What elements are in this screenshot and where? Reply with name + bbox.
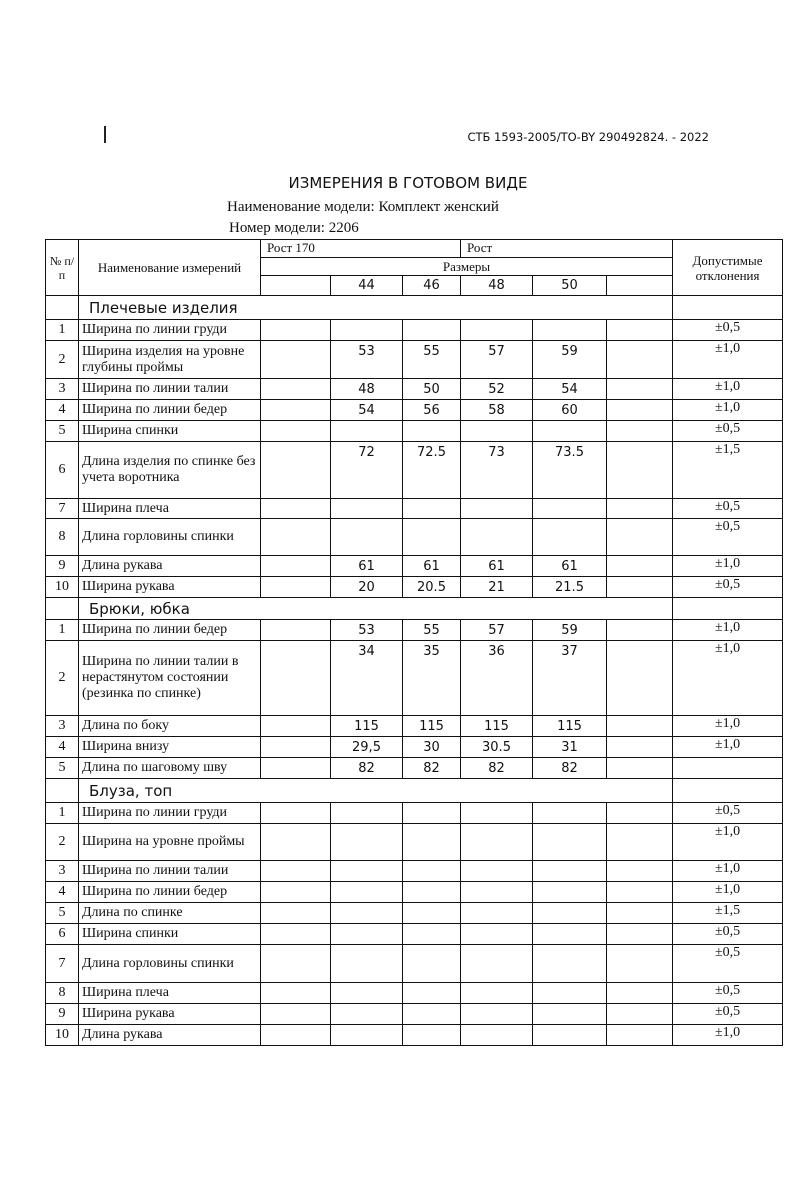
row-empty-cell [261, 499, 331, 519]
row-empty-cell [607, 320, 673, 341]
row-tolerance: ±0,5 [673, 577, 783, 598]
row-value [331, 824, 403, 861]
header-size-empty [607, 276, 673, 296]
row-measurement-name: Ширина плеча [79, 499, 261, 519]
row-empty-cell [607, 803, 673, 824]
measurements-table [45, 239, 783, 1046]
row-value [331, 519, 403, 556]
section-row [46, 598, 783, 620]
row-value [403, 803, 461, 824]
section-empty [46, 598, 79, 620]
row-tolerance: ±1,0 [673, 341, 783, 379]
row-value [403, 1025, 461, 1046]
row-value [403, 903, 461, 924]
row-empty-cell [607, 400, 673, 421]
row-value: 82 [461, 758, 533, 779]
row-empty-cell [607, 882, 673, 903]
text-cursor-mark [104, 126, 106, 143]
row-tolerance: ±0,5 [673, 499, 783, 519]
row-value: 21.5 [533, 577, 607, 598]
row-number: 5 [46, 758, 79, 779]
row-empty-cell [261, 641, 331, 716]
row-empty-cell [607, 577, 673, 598]
row-value [403, 519, 461, 556]
row-number: 8 [46, 983, 79, 1004]
row-value [533, 421, 607, 442]
row-tolerance [673, 758, 783, 779]
row-measurement-name: Ширина по линии бедер [79, 620, 261, 641]
row-empty-cell [607, 556, 673, 577]
row-value: 115 [331, 716, 403, 737]
row-empty-cell [261, 861, 331, 882]
row-value [331, 924, 403, 945]
row-empty-cell [607, 421, 673, 442]
row-value [461, 421, 533, 442]
row-value [461, 1004, 533, 1025]
header-sizes: Размеры [261, 258, 673, 276]
row-empty-cell [261, 320, 331, 341]
row-value [403, 945, 461, 983]
row-value: 72.5 [403, 442, 461, 499]
row-tolerance: ±0,5 [673, 945, 783, 983]
row-tolerance: ±0,5 [673, 519, 783, 556]
row-measurement-name: Ширина по линии бедер [79, 400, 261, 421]
row-value [403, 824, 461, 861]
row-tolerance: ±0,5 [673, 983, 783, 1004]
row-value: 72 [331, 442, 403, 499]
row-tolerance: ±0,5 [673, 421, 783, 442]
row-tolerance: ±0,5 [673, 924, 783, 945]
header-rost-2: Рост [461, 240, 673, 258]
row-empty-cell [607, 519, 673, 556]
row-tolerance: ±1,0 [673, 620, 783, 641]
row-value: 82 [533, 758, 607, 779]
row-value [533, 924, 607, 945]
row-value [461, 320, 533, 341]
row-value: 61 [533, 556, 607, 577]
row-number: 2 [46, 341, 79, 379]
row-value [461, 824, 533, 861]
header-size: 46 [403, 276, 461, 296]
table-row [46, 824, 783, 861]
row-value [403, 882, 461, 903]
row-value [533, 882, 607, 903]
row-value: 55 [403, 620, 461, 641]
row-value [331, 320, 403, 341]
row-value [533, 1004, 607, 1025]
row-number: 4 [46, 400, 79, 421]
row-value: 48 [331, 379, 403, 400]
table-row [46, 737, 783, 758]
row-value: 52 [461, 379, 533, 400]
row-empty-cell [607, 903, 673, 924]
row-empty-cell [261, 945, 331, 983]
row-empty-cell [607, 824, 673, 861]
row-value [403, 924, 461, 945]
row-value [533, 945, 607, 983]
row-value: 61 [461, 556, 533, 577]
row-value: 58 [461, 400, 533, 421]
row-measurement-name: Ширина по линии талии [79, 379, 261, 400]
table-row [46, 882, 783, 903]
row-empty-cell [261, 341, 331, 379]
row-tolerance: ±0,5 [673, 320, 783, 341]
row-value: 21 [461, 577, 533, 598]
row-value [331, 861, 403, 882]
row-measurement-name: Ширина по линии груди [79, 320, 261, 341]
model-name: Наименование модели: Комплект женский [227, 199, 499, 215]
row-empty-cell [607, 716, 673, 737]
row-value [461, 903, 533, 924]
row-number: 2 [46, 641, 79, 716]
row-empty-cell [607, 379, 673, 400]
table-row [46, 758, 783, 779]
row-value [331, 1004, 403, 1025]
row-value: 53 [331, 341, 403, 379]
row-number: 7 [46, 499, 79, 519]
row-number: 10 [46, 577, 79, 598]
row-empty-cell [607, 499, 673, 519]
row-measurement-name: Ширина изделия на уровне глубины проймы [79, 341, 261, 379]
row-value: 115 [403, 716, 461, 737]
row-value [403, 1004, 461, 1025]
row-value [461, 861, 533, 882]
row-tolerance: ±1,5 [673, 903, 783, 924]
row-empty-cell [607, 620, 673, 641]
row-value [331, 421, 403, 442]
row-value: 115 [461, 716, 533, 737]
row-measurement-name: Длина горловины спинки [79, 519, 261, 556]
row-empty-cell [261, 1004, 331, 1025]
row-empty-cell [261, 442, 331, 499]
row-value: 30.5 [461, 737, 533, 758]
row-measurement-name: Длина по шаговому шву [79, 758, 261, 779]
row-tolerance: ±1,0 [673, 556, 783, 577]
model-number: Номер модели: 2206 [229, 220, 359, 236]
row-measurement-name: Длина рукава [79, 556, 261, 577]
row-number: 10 [46, 1025, 79, 1046]
row-measurement-name: Ширина спинки [79, 924, 261, 945]
row-value: 54 [331, 400, 403, 421]
row-number: 9 [46, 1004, 79, 1025]
header-size-empty [261, 276, 331, 296]
row-value: 60 [533, 400, 607, 421]
row-tolerance: ±1,0 [673, 716, 783, 737]
header-rost-170: Рост 170 [261, 240, 461, 258]
table-row [46, 861, 783, 882]
row-tolerance: ±1,0 [673, 824, 783, 861]
row-number: 1 [46, 620, 79, 641]
row-value [533, 1025, 607, 1046]
table-row [46, 341, 783, 379]
table-row [46, 379, 783, 400]
row-number: 3 [46, 861, 79, 882]
row-value [331, 882, 403, 903]
row-value: 31 [533, 737, 607, 758]
table-row [46, 803, 783, 824]
row-measurement-name: Ширина по линии бедер [79, 882, 261, 903]
row-measurement-name: Ширина на уровне проймы [79, 824, 261, 861]
row-value: 61 [403, 556, 461, 577]
header-size: 50 [533, 276, 607, 296]
row-measurement-name: Длина по спинке [79, 903, 261, 924]
row-number: 3 [46, 379, 79, 400]
row-number: 1 [46, 803, 79, 824]
row-value [331, 803, 403, 824]
row-value: 30 [403, 737, 461, 758]
row-value: 54 [533, 379, 607, 400]
header-col-tolerance: Допустимые отклонения [673, 240, 783, 296]
table-row [46, 716, 783, 737]
header-col-number: № п/ п [46, 240, 79, 296]
row-value [533, 499, 607, 519]
row-tolerance: ±1,0 [673, 1025, 783, 1046]
row-tolerance: ±1,0 [673, 400, 783, 421]
table-row [46, 442, 783, 499]
row-number: 3 [46, 716, 79, 737]
row-empty-cell [261, 882, 331, 903]
header-size: 48 [461, 276, 533, 296]
row-empty-cell [261, 1025, 331, 1046]
row-value [533, 519, 607, 556]
section-empty [673, 296, 783, 320]
row-empty-cell [261, 556, 331, 577]
row-value [331, 903, 403, 924]
row-empty-cell [607, 442, 673, 499]
row-value [461, 924, 533, 945]
row-value: 59 [533, 341, 607, 379]
row-tolerance: ±1,0 [673, 882, 783, 903]
row-measurement-name: Ширина рукава [79, 1004, 261, 1025]
row-value [461, 519, 533, 556]
row-value: 50 [403, 379, 461, 400]
row-value [403, 320, 461, 341]
row-empty-cell [261, 379, 331, 400]
row-measurement-name: Длина по боку [79, 716, 261, 737]
row-number: 4 [46, 882, 79, 903]
row-empty-cell [607, 861, 673, 882]
document-title: ИЗМЕРЕНИЯ В ГОТОВОМ ВИДЕ [288, 174, 528, 192]
row-empty-cell [607, 641, 673, 716]
row-value [461, 945, 533, 983]
row-tolerance: ±1,0 [673, 861, 783, 882]
row-value: 82 [403, 758, 461, 779]
row-value [403, 499, 461, 519]
row-number: 7 [46, 945, 79, 983]
section-empty [46, 779, 79, 803]
section-empty [46, 296, 79, 320]
section-empty [673, 779, 783, 803]
section-title: Брюки, юбка [79, 598, 673, 620]
row-tolerance: ±1,0 [673, 641, 783, 716]
section-empty [673, 598, 783, 620]
row-value: 73 [461, 442, 533, 499]
row-value [331, 499, 403, 519]
row-measurement-name: Ширина плеча [79, 983, 261, 1004]
row-value: 56 [403, 400, 461, 421]
table-row [46, 1025, 783, 1046]
row-empty-cell [261, 924, 331, 945]
row-value: 82 [331, 758, 403, 779]
row-value: 20.5 [403, 577, 461, 598]
row-value [533, 983, 607, 1004]
row-empty-cell [261, 620, 331, 641]
row-value: 57 [461, 341, 533, 379]
row-value: 35 [403, 641, 461, 716]
table-row [46, 556, 783, 577]
row-empty-cell [607, 758, 673, 779]
table-row [46, 400, 783, 421]
row-value: 73.5 [533, 442, 607, 499]
table-body [46, 296, 783, 1046]
row-value [461, 882, 533, 903]
table-row [46, 1004, 783, 1025]
row-value: 55 [403, 341, 461, 379]
table-row [46, 945, 783, 983]
row-value [331, 945, 403, 983]
row-value: 115 [533, 716, 607, 737]
row-empty-cell [261, 716, 331, 737]
row-value [533, 320, 607, 341]
row-measurement-name: Ширина по линии талии [79, 861, 261, 882]
row-number: 1 [46, 320, 79, 341]
row-value [533, 824, 607, 861]
row-empty-cell [261, 824, 331, 861]
row-value [403, 421, 461, 442]
table-row [46, 620, 783, 641]
row-empty-cell [261, 903, 331, 924]
table-row [46, 641, 783, 716]
row-number: 9 [46, 556, 79, 577]
header-col-measurement: Наименование измерений [79, 240, 261, 296]
row-value: 34 [331, 641, 403, 716]
row-measurement-name: Длина горловины спинки [79, 945, 261, 983]
table-row [46, 421, 783, 442]
section-row [46, 779, 783, 803]
table-row [46, 519, 783, 556]
row-value: 53 [331, 620, 403, 641]
section-title: Плечевые изделия [79, 296, 673, 320]
row-tolerance: ±0,5 [673, 1004, 783, 1025]
row-tolerance: ±0,5 [673, 803, 783, 824]
row-value: 37 [533, 641, 607, 716]
row-empty-cell [261, 400, 331, 421]
row-empty-cell [607, 1004, 673, 1025]
row-number: 5 [46, 903, 79, 924]
row-empty-cell [261, 737, 331, 758]
row-empty-cell [607, 945, 673, 983]
row-value: 57 [461, 620, 533, 641]
row-empty-cell [607, 1025, 673, 1046]
row-number: 8 [46, 519, 79, 556]
row-empty-cell [607, 924, 673, 945]
row-number: 4 [46, 737, 79, 758]
row-empty-cell [607, 737, 673, 758]
row-tolerance: ±1,0 [673, 379, 783, 400]
standard-reference: СТБ 1593-2005/ТО-BY 290492824. - 2022 [467, 130, 709, 144]
row-number: 6 [46, 924, 79, 945]
row-value [331, 983, 403, 1004]
row-value [461, 983, 533, 1004]
row-tolerance: ±1,0 [673, 737, 783, 758]
row-measurement-name: Ширина по линии талии в нерастянутом состоянии (резинка по спинке) [79, 641, 261, 716]
row-value: 20 [331, 577, 403, 598]
row-number: 2 [46, 824, 79, 861]
row-measurement-name: Длина рукава [79, 1025, 261, 1046]
row-value [331, 1025, 403, 1046]
table-row [46, 924, 783, 945]
row-empty-cell [607, 983, 673, 1004]
row-empty-cell [607, 341, 673, 379]
table-row [46, 983, 783, 1004]
row-value: 61 [331, 556, 403, 577]
row-value: 29,5 [331, 737, 403, 758]
row-value: 59 [533, 620, 607, 641]
row-value [461, 499, 533, 519]
row-measurement-name: Ширина рукава [79, 577, 261, 598]
row-value: 36 [461, 641, 533, 716]
table-row [46, 499, 783, 519]
row-empty-cell [261, 758, 331, 779]
row-measurement-name: Ширина внизу [79, 737, 261, 758]
table-row [46, 903, 783, 924]
row-tolerance: ±1,5 [673, 442, 783, 499]
row-value [461, 1025, 533, 1046]
row-measurement-name: Длина изделия по спинке без учета воротника [79, 442, 261, 499]
section-title: Блуза, топ [79, 779, 673, 803]
row-empty-cell [261, 421, 331, 442]
row-number: 6 [46, 442, 79, 499]
row-value [533, 861, 607, 882]
row-value [533, 803, 607, 824]
row-empty-cell [261, 519, 331, 556]
row-value [403, 861, 461, 882]
row-value [403, 983, 461, 1004]
row-empty-cell [261, 803, 331, 824]
row-number: 5 [46, 421, 79, 442]
row-empty-cell [261, 983, 331, 1004]
row-measurement-name: Ширина спинки [79, 421, 261, 442]
row-empty-cell [261, 577, 331, 598]
table-row [46, 320, 783, 341]
row-measurement-name: Ширина по линии груди [79, 803, 261, 824]
section-row [46, 296, 783, 320]
row-value [533, 903, 607, 924]
header-size: 44 [331, 276, 403, 296]
table-row [46, 577, 783, 598]
row-value [461, 803, 533, 824]
